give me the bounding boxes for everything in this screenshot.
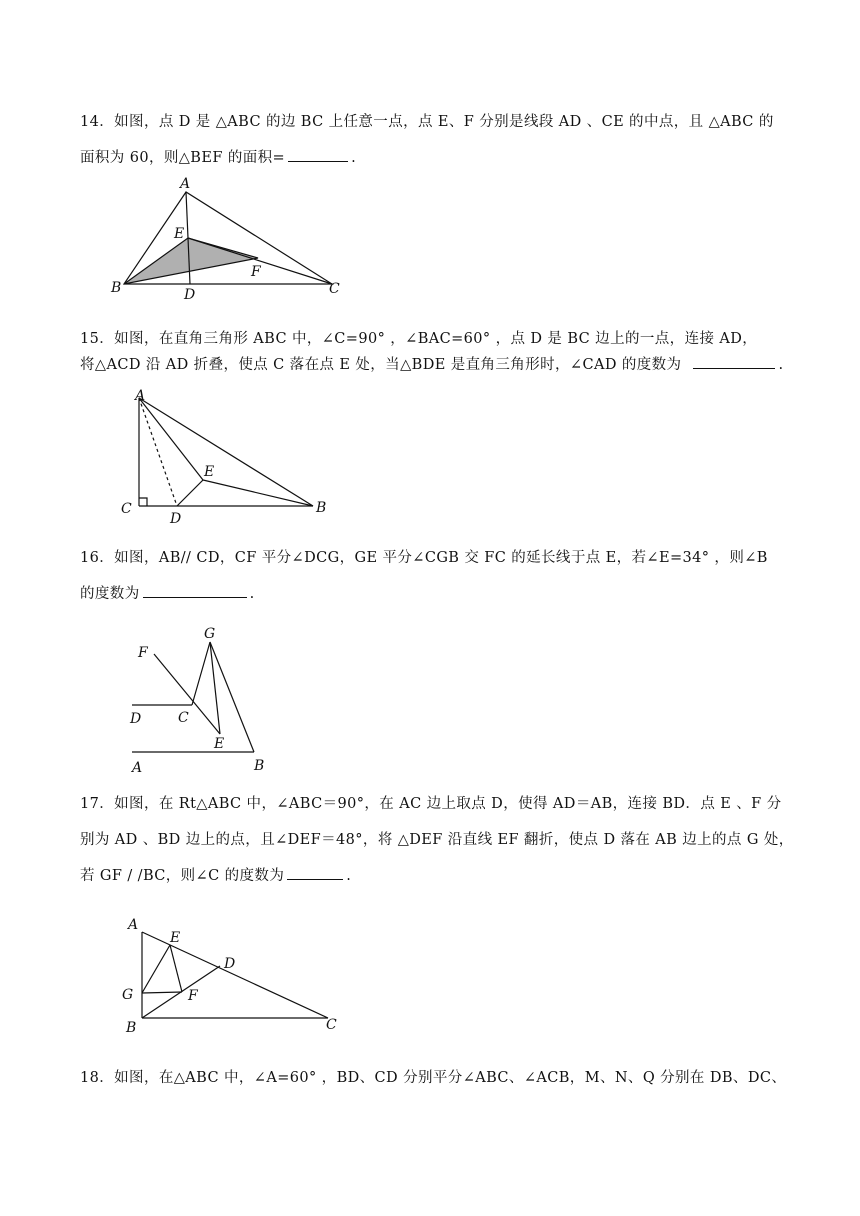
- q15-period: .: [778, 357, 784, 373]
- line-cg: [192, 642, 210, 705]
- label-b: B: [111, 280, 122, 296]
- answer-blank[interactable]: [693, 354, 775, 369]
- label-b: B: [126, 1020, 137, 1036]
- segment-ef: [170, 945, 182, 992]
- label-b: B: [254, 758, 265, 774]
- q17-figure: [118, 912, 348, 1037]
- q15-line-1: 15．如图，在直角三角形 ABC 中，∠C=90° ，∠BAC=60° ，点 D 是 BC 边上的一点，连接 AD，: [80, 331, 758, 347]
- label-a: A: [180, 176, 191, 192]
- q16-text: 的度数为: [80, 586, 140, 602]
- label-c: C: [329, 281, 340, 297]
- label-c: C: [326, 1017, 337, 1033]
- segment-de: [177, 480, 203, 506]
- segment-ab: [139, 398, 313, 506]
- q14-text: 面积为 60，则△BEF 的面积=: [80, 150, 286, 166]
- label-f: F: [251, 264, 261, 280]
- label-g: G: [204, 626, 216, 642]
- q14-line-1: 14．如图，点 D 是 △ABC 的边 BC 上任意一点，点 E、F 分别是线段 AD 、CE 的中点，且 △ABC 的: [80, 114, 774, 130]
- label-f: F: [138, 645, 148, 661]
- label-g: G: [122, 987, 134, 1003]
- segment-ae: [139, 398, 203, 480]
- label-d: D: [130, 711, 142, 727]
- answer-blank[interactable]: [288, 147, 348, 162]
- shaded-triangle-bef: [124, 238, 258, 284]
- q14-period: .: [351, 150, 357, 166]
- label-d: D: [184, 287, 196, 303]
- label-b: B: [316, 500, 327, 516]
- label-c: C: [178, 710, 189, 726]
- q16-period: .: [249, 586, 255, 602]
- q17-line-2: 别为 AD 、BD 边上的点，且∠DEF＝48°，将 △DEF 沿直线 EF 翻折，使点 D 落在 AB 边上的点 G 处，: [80, 832, 794, 848]
- q17-line-1: 17．如图，在 Rt△ABC 中，∠ABC＝90°，在 AC 边上取点 D，使得 AD＝AB，连接 BD．点 E 、F 分: [80, 796, 782, 812]
- answer-blank[interactable]: [287, 865, 343, 880]
- segment-ad-dashed: [139, 398, 177, 506]
- q16-line-1: 16．如图，AB// CD，CF 平分∠DCG，GE 平分∠CGB 交 FC 的延长线于点 E，若∠E=34° ，则∠B: [80, 550, 768, 566]
- label-a: A: [135, 388, 146, 404]
- q17-period: .: [346, 868, 352, 884]
- q15-line-2: [80, 353, 783, 374]
- q16-figure: [126, 622, 286, 777]
- q18-line-1: 18．如图，在△ABC 中，∠A=60° ，BD、CD 分别平分∠ABC、∠ACB，M、N、Q 分别在 DB、DC、: [80, 1070, 787, 1086]
- label-a: A: [132, 760, 143, 776]
- label-e: E: [204, 464, 215, 480]
- q15-text: 将△ACD 沿 AD 折叠，使点 C 落在点 E 处，当△BDE 是直角三角形时，∠CAD 的度数为: [80, 357, 682, 373]
- label-d: D: [170, 511, 182, 527]
- q17-line-3: [80, 864, 351, 885]
- label-e: E: [170, 930, 181, 946]
- label-a: A: [128, 917, 139, 933]
- q15-figure: [115, 388, 340, 527]
- q16-line-2: [80, 582, 255, 603]
- label-e: E: [214, 736, 225, 752]
- right-angle-mark: [139, 498, 147, 506]
- label-c: C: [121, 501, 132, 517]
- q17-text: 若 GF / /BC，则∠C 的度数为: [80, 868, 285, 884]
- label-f: F: [188, 988, 198, 1004]
- label-e: E: [174, 226, 185, 242]
- segment-eg: [142, 945, 170, 993]
- answer-blank[interactable]: [143, 583, 247, 598]
- segment-gf: [142, 992, 182, 993]
- segment-eb: [203, 480, 313, 506]
- label-d: D: [224, 956, 236, 972]
- q14-figure: [108, 172, 358, 302]
- q14-line-2: [80, 146, 356, 167]
